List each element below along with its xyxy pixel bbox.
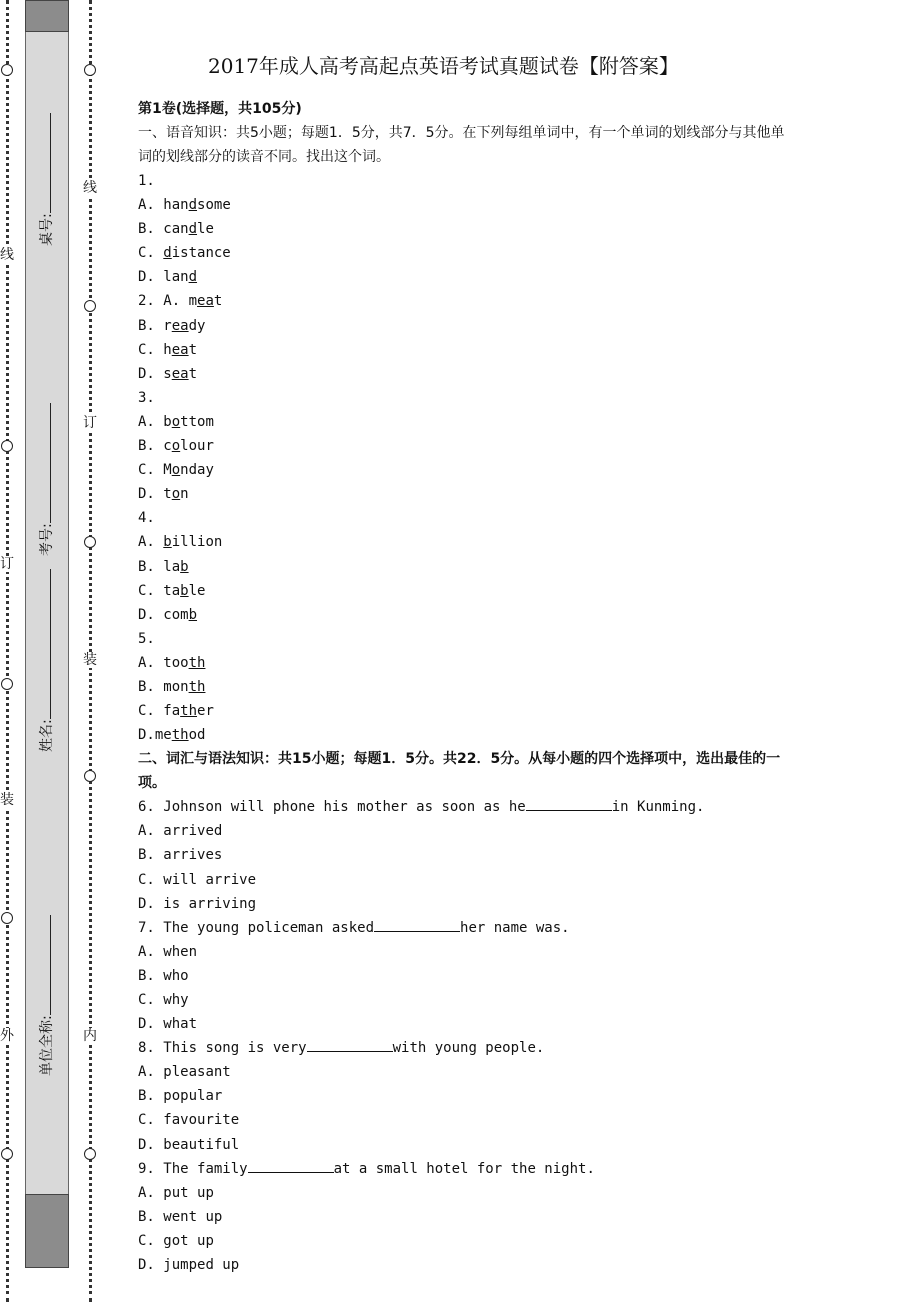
option-text: jumped up [163,1257,240,1274]
option-row [138,265,798,289]
option-letter: A. [138,943,155,960]
option-text: who [163,967,189,984]
option-text: why [163,992,189,1008]
option-row [138,1229,798,1253]
word-part: c [163,438,172,455]
option-row [138,964,798,988]
option-letter: A. [138,1184,155,1201]
option-row [138,723,798,747]
option-letter: A. [163,293,181,310]
underlined-part: ea [171,365,189,382]
question-stem [138,1036,798,1060]
word-part: h [163,341,172,358]
underlined-part: th [171,727,189,744]
answer-blank [526,798,612,811]
underlined-part: ea [197,293,214,310]
option-letter: C. [138,341,155,358]
option-row [138,217,798,241]
option-row [138,988,798,1012]
underlined-part: th [180,703,198,720]
option-row [138,1205,798,1229]
exam-number-field[interactable]: 考号: [36,403,56,556]
option-letter: A. [138,197,155,214]
option-letter: B. [138,1208,155,1225]
option-letter: D. [138,1257,155,1274]
underlined-part: th [188,678,206,695]
option-letter: B. [138,438,155,455]
word-part: n [180,486,189,503]
word-part: ta [163,582,181,599]
answer-blank [374,919,460,932]
option-row [138,314,798,338]
answer-blank [248,1160,334,1173]
option-row [138,193,798,217]
phonetics-questions [138,169,798,747]
underlined-part: o [171,486,181,503]
option-text: pleasant [163,1064,231,1081]
option-row [138,892,798,916]
word-part: M [163,462,172,479]
option-text: favourite [163,1112,240,1129]
option-row [138,651,798,675]
word-part: er [197,703,214,720]
option-text: got up [163,1232,214,1249]
question-number: 2. [138,293,155,310]
option-letter: D. [138,486,155,503]
inner-mark-nei: 内 [83,1028,97,1044]
underlined-part: ea [171,317,189,334]
option-row [138,458,798,482]
question-stem [138,795,798,819]
option-letter: D. [138,1016,155,1033]
inner-mark-xian: 线 [83,180,97,196]
option-row [138,1181,798,1205]
option-letter: C. [138,462,155,479]
circle-marker [1,64,13,76]
option-row [138,675,798,699]
option-text: what [163,1016,198,1033]
option-row [138,362,798,386]
binding-margin [0,0,110,1302]
stem-before: Johnson will phone his mother as soon as he [163,799,526,816]
bottom-dark-box [25,1194,69,1268]
stem-before: This song is very [163,1040,307,1057]
exam-content [138,50,798,1277]
option-row [138,241,798,265]
underlined-part: ea [171,341,189,358]
outer-mark-wai: 外 [0,1028,14,1044]
option-row [138,819,798,843]
word-part: le [188,582,206,599]
option-letter: C. [138,245,155,262]
stem-after: at a small hotel for the night. [333,1160,595,1177]
inner-mark-ding: 订 [83,415,97,431]
word-part: t [188,365,198,382]
word-part: can [163,221,189,238]
stem-after: her name was. [460,919,570,936]
option-letter: D. [138,606,155,623]
word-part: s [163,365,172,382]
option-row [138,579,798,603]
underlined-part: b [163,534,172,551]
option-text: popular [163,1088,223,1105]
option-row [138,338,798,362]
option-row [138,482,798,506]
circle-marker [84,300,96,312]
option-letter: A. [138,654,155,671]
option-letter: A. [138,823,155,840]
option-letter: C. [138,703,155,720]
option-letter: C. [138,992,155,1008]
word-part: com [163,606,189,623]
option-row [138,1012,798,1036]
word-part: r [163,317,172,334]
option-row [138,843,798,867]
option-row [138,434,798,458]
question-number: 6. [138,799,155,816]
underlined-part: d [188,221,198,238]
word-part: nday [180,462,214,479]
option-letter: A. [138,534,155,551]
question-number-with-option [138,289,798,313]
section2-heading: 二、词汇与语法知识：共15小题；每题1．5分。共22．5分。从每小题的四个选择项中，选出最佳的一项。 [138,751,781,792]
section1-instructions: 一、语音知识：共5小题；每题1．5分，共7．5分。在下列每组单词中，有一个单词的划线部分与其他单词的划线部分的读音不同。找出这个词。 [138,125,785,165]
option-letter: B. [138,967,155,984]
option-row [138,410,798,434]
word-part: od [188,727,206,744]
inner-mark-zhuang: 装 [83,652,97,668]
word-part: lour [180,438,214,455]
page-title: 2017年成人高考高起点英语考试真题试卷【附答案】 [208,54,679,78]
word-part: le [197,221,214,238]
underlined-part: o [171,462,181,479]
option-letter: D. [138,727,155,744]
underlined-part: o [171,438,181,455]
option-letter: A. [138,413,155,430]
word-part: some [197,197,231,214]
option-row [138,1108,798,1132]
question-stem [138,1157,798,1181]
word-part: istance [171,245,231,262]
word-part: illion [171,534,223,551]
option-letter: C. [138,1232,155,1249]
circle-marker [84,64,96,76]
option-letter: B. [138,317,155,334]
option-letter: A. [138,1064,155,1081]
option-row [138,603,798,627]
option-text: arrives [163,847,223,864]
grammar-questions [138,795,798,1277]
option-text: arrived [163,823,223,840]
section1-heading: 第1卷(选择题，共105分) [138,101,302,117]
option-letter: C. [138,582,155,599]
option-row [138,868,798,892]
circle-marker [1,1148,13,1160]
option-letter: C. [138,871,155,888]
option-row [138,555,798,579]
unit-name-field[interactable]: 单位全称: [36,915,56,1076]
option-letter: C. [138,1112,155,1129]
stem-after: in Kunming. [611,799,705,816]
circle-marker [84,536,96,548]
outer-mark-xian: 线 [0,247,14,263]
underlined-part: d [188,197,198,214]
option-text: went up [163,1208,223,1225]
word-part: m [188,293,198,310]
word-part: mon [163,678,189,695]
underlined-part: b [188,606,198,623]
answer-blank [307,1039,393,1052]
word-part: han [163,197,189,214]
word-part: t [163,486,172,503]
option-row [138,1084,798,1108]
word-part: t [188,341,198,358]
underlined-part: b [180,582,189,599]
option-text: is arriving [163,895,257,912]
option-row [138,940,798,964]
option-row [138,1253,798,1277]
option-letter: B. [138,847,155,864]
option-row [138,1133,798,1157]
stem-before: The young policeman asked [163,919,375,936]
question-number: 3. [138,389,155,406]
option-letter: D. [138,895,155,912]
option-letter: B. [138,558,155,575]
underlined-part: o [171,413,181,430]
circle-marker [1,440,13,452]
question-number: 9. [138,1160,155,1177]
option-letter: D. [138,365,155,382]
word-part: lan [163,269,189,286]
word-part: t [213,293,223,310]
question-number: 8. [138,1040,155,1057]
option-text: will arrive [163,871,257,888]
outer-dotted-line [6,0,9,1302]
desk-number-field[interactable]: 桌号: [36,113,56,246]
question-number: 4. [138,510,155,527]
circle-marker [1,912,13,924]
word-part: fa [163,703,181,720]
option-text: when [163,943,198,960]
word-part: ttom [180,413,214,430]
option-text: put up [163,1184,214,1201]
word-part: me [154,727,172,744]
option-letter: B. [138,221,155,238]
question-number: 5. [138,630,155,647]
option-letter: D. [138,269,155,286]
word-part: too [163,654,189,671]
question-stem [138,916,798,940]
underlined-part: b [180,558,189,575]
option-letter: B. [138,1088,155,1105]
question-number: 1. [138,173,155,189]
outer-mark-ding: 订 [0,556,14,572]
question-number: 7. [138,919,155,936]
option-row [138,699,798,723]
option-letter: D. [138,1136,155,1153]
circle-marker [84,1148,96,1160]
underlined-part: d [163,245,172,262]
stem-after: with young people. [392,1040,545,1057]
option-letter: B. [138,678,155,695]
underlined-part: d [188,269,198,286]
option-row [138,530,798,554]
option-text: beautiful [163,1136,240,1153]
option-row [138,1060,798,1084]
word-part: la [163,558,181,575]
outer-mark-zhuang: 装 [0,792,14,808]
circle-marker [1,678,13,690]
word-part: b [163,413,172,430]
top-dark-box [25,0,69,32]
word-part: dy [188,317,206,334]
name-field[interactable]: 姓名: [36,569,56,752]
stem-before: The family [163,1160,248,1177]
circle-marker [84,770,96,782]
underlined-part: th [188,654,206,671]
